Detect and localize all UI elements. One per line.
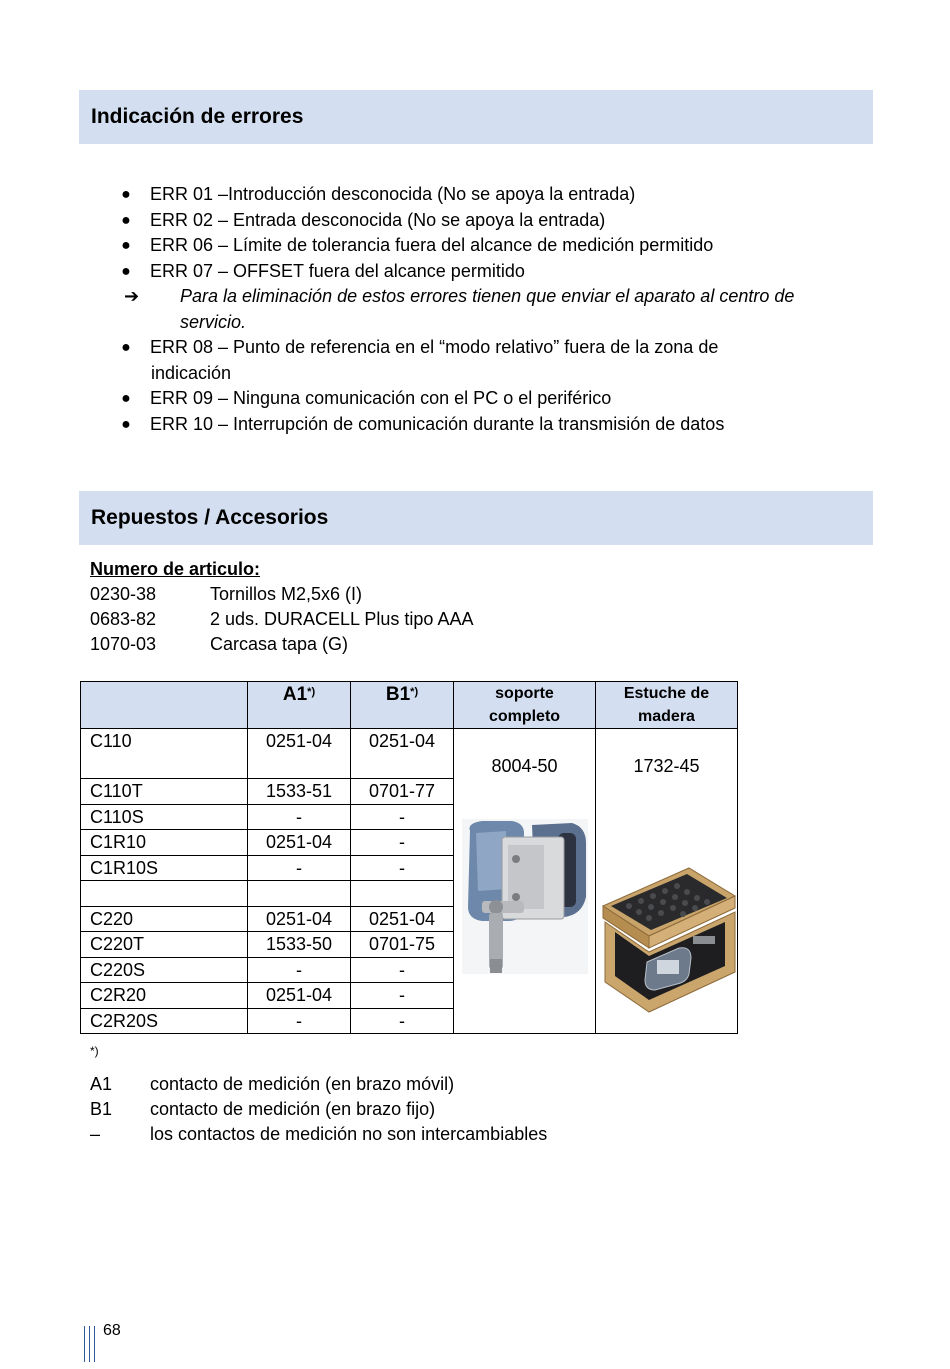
- article-desc: Carcasa tapa (G): [210, 634, 349, 654]
- table-header-row: [81, 682, 738, 729]
- table-row: C1R10 0251-04 -: [81, 830, 738, 856]
- section-title-parts: Repuestos / Accesorios: [91, 506, 329, 529]
- service-note-line-2: servicio.: [180, 311, 247, 332]
- legend-key: A1: [90, 1074, 113, 1094]
- list-item: ● ERR 09 – Ninguna comunicación con el PC o el periférico: [118, 386, 878, 412]
- list-item: ● ERR 08 – Punto de referencia en el “modo relativo” fuera de la zona de: [118, 335, 878, 361]
- measuring-stand-image: [462, 819, 588, 974]
- header-cell-case: Estuche de madera: [596, 682, 738, 729]
- article-code: 0230-38: [90, 584, 157, 604]
- table-row: C220T 1533-50 0701-75: [81, 932, 738, 958]
- legend-value: los contactos de medición no son intercambiables: [150, 1124, 548, 1144]
- section-title-errors: Indicación de errores: [91, 105, 304, 128]
- legend-key: B1: [90, 1099, 113, 1119]
- arrow-right-icon: ➔: [124, 286, 140, 306]
- list-item: [90, 607, 474, 632]
- list-item: [90, 632, 349, 657]
- table-row: C110 0251-04 0251-04 8004-50 1732-45: [81, 729, 738, 779]
- list-item: ● ERR 06 – Límite de tolerancia fuera del alcance de medición permitido: [118, 233, 878, 259]
- table-row: C110T 1533-51 0701-77: [81, 779, 738, 805]
- list-item: ● ERR 02 – Entrada desconocida (No se apoya la entrada): [118, 208, 878, 234]
- article-code: 0683-82: [90, 609, 157, 629]
- header-cell-stand: soporte completo: [454, 682, 596, 729]
- list-item: ● ERR 10 – Interrupción de comunicación durante la transmisión de datos: [118, 412, 878, 438]
- header-cell-b1: B1*): [351, 682, 454, 729]
- legend-value: contacto de medición (en brazo móvil): [150, 1074, 455, 1094]
- bullet-icon: ●: [121, 415, 131, 433]
- accessories-table: [80, 681, 738, 1034]
- service-note-continued: [118, 310, 878, 336]
- article-list: [90, 557, 474, 657]
- page-margin-bars: [84, 1326, 96, 1362]
- table-row: C110S - -: [81, 804, 738, 830]
- bullet-icon: ●: [121, 339, 131, 356]
- legend-key: –: [90, 1124, 101, 1144]
- list-item: [90, 582, 363, 607]
- header-cell-model: [81, 682, 248, 729]
- service-note-line-1: Para la eliminación de estos errores tienen que enviar el aparato al centro de: [180, 286, 795, 306]
- stand-cell: [454, 729, 596, 1034]
- wooden-case-image: [599, 866, 737, 1023]
- table-row: C1R10S - -: [81, 855, 738, 881]
- table-row: C2R20 0251-04 -: [81, 983, 738, 1009]
- article-desc: 2 uds. DURACELL Plus tipo AAA: [210, 609, 474, 629]
- page-number: 68: [103, 1322, 121, 1339]
- stand-article-number: 8004-50: [491, 756, 558, 776]
- article-desc: Tornillos M2,5x6 (I): [210, 584, 363, 604]
- bullet-icon: ●: [121, 262, 131, 280]
- article-list-heading: Numero de articulo:: [90, 559, 261, 579]
- footnote-marker: *): [90, 1044, 99, 1058]
- service-note: [118, 284, 878, 310]
- article-code: 1070-03: [90, 634, 157, 654]
- list-item-continued: indicación: [151, 362, 232, 383]
- bullet-icon: ●: [121, 211, 131, 229]
- error-list: [118, 182, 878, 437]
- bullet-icon: ●: [121, 390, 131, 407]
- header-cell-a1: A1*): [248, 682, 351, 729]
- case-cell: [596, 729, 738, 1034]
- section-header-parts: [79, 491, 873, 545]
- table-row: C2R20S - -: [81, 1008, 738, 1034]
- legend-value: contacto de medición (en brazo fijo): [150, 1099, 436, 1119]
- section-header-errors: [79, 90, 873, 144]
- bullet-icon: ●: [121, 186, 131, 203]
- case-article-number: 1732-45: [633, 756, 700, 776]
- table-row: C220S - -: [81, 957, 738, 983]
- list-item: ● ERR 07 – OFFSET fuera del alcance permitido: [118, 259, 878, 285]
- bullet-icon: ●: [121, 237, 131, 254]
- list-item: ● ERR 01 –Introducción desconocida (No se apoya la entrada): [118, 182, 878, 208]
- table-row: C220 0251-04 0251-04: [81, 906, 738, 932]
